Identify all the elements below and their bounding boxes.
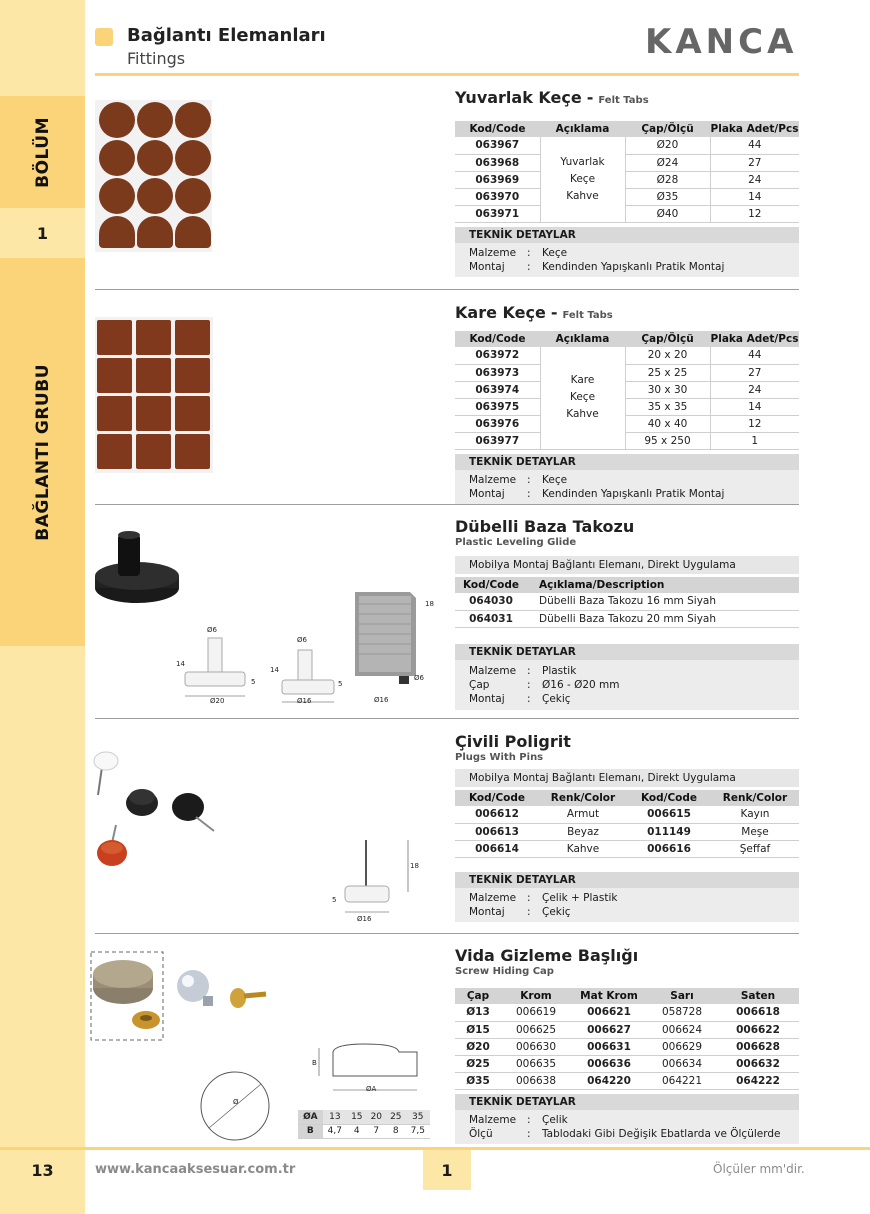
code-cell: 063969 [455,171,540,188]
chapter-number: 1 [441,1160,453,1180]
code-cell: 063968 [455,154,540,171]
tech-value: Çelik + Plastik [542,891,618,904]
code-cell: 006614 [455,840,539,857]
dim-label: 5 [338,680,343,688]
info-line: Mobilya Montaj Bağlantı Elemanı, Direkt Uygulama [455,556,799,574]
diameter-cell: Ø20 [455,1038,501,1055]
dim-label: Ø16 [374,696,389,704]
dim-cell: 15 [347,1110,367,1124]
tech-body [455,660,799,710]
tech-sep: : [527,678,531,691]
tech-key: Ölçü [469,1127,493,1140]
chapter-box [423,1150,471,1190]
desc-line: Kahve [566,408,599,421]
code-cell: 063970 [455,188,540,205]
code-cell: 006625 [501,1021,571,1038]
table-row [455,137,799,154]
table-row [455,171,799,188]
size-cell: Ø24 [625,154,710,171]
color-cell: Kahve [539,840,627,857]
desc-cell: Dübelli Baza Takozu 16 mm Siyah [527,593,799,610]
pcs-cell: 12 [710,205,799,222]
tech-key: Montaj [469,260,505,273]
glide-installed-drawing [350,584,430,704]
tech-key: Montaj [469,692,505,705]
pcs-cell: 14 [710,398,799,415]
table-row [455,1004,799,1021]
round-felt-image [95,100,212,252]
leveling-glide-table [455,577,799,628]
pcs-cell: 24 [710,171,799,188]
code-cell: 064222 [717,1072,799,1089]
table-row [455,1038,799,1055]
desc-line: Kare [570,374,595,387]
desc-line: Kahve [566,189,599,202]
dim-label: Ø16 [297,697,312,705]
size-cell: 40 x 40 [625,415,710,432]
page-title: Bağlantı Elemanları [127,25,326,46]
code-cell: 006638 [501,1072,571,1089]
dim-label: Ø20 [210,697,225,705]
info-line: Mobilya Montaj Bağlantı Elemanı, Direkt Uygulama [455,769,799,787]
group-tab [0,258,85,646]
plugs-pins-title: Çivili Poligrit [455,732,571,751]
size-cell: 20 x 20 [625,347,710,364]
square-felt-subtitle: Felt Tabs [562,310,613,321]
code-cell: 006612 [455,806,539,823]
dim-cell: 35 [406,1110,430,1124]
tech-title: TEKNİK DETAYLAR [455,644,799,660]
dim-label: ØA [366,1085,377,1093]
col-header: Renk/Color [711,790,799,806]
dim-cell: 13 [323,1110,347,1124]
dim-label: Ø6 [207,626,217,634]
dim-label: 18 [425,600,434,608]
tech-value: Çekiç [542,692,571,705]
units-note: Ölçüler mm'dir. [713,1162,805,1176]
col-header: Açıklama/Description [527,577,799,593]
code-cell: 006615 [627,806,711,823]
dim-label: Ø6 [414,674,424,682]
tech-title: TEKNİK DETAYLAR [455,1094,799,1110]
col-header: Krom [501,988,571,1004]
table-row [455,610,799,627]
tech-value: Kendinden Yapışkanlı Pratik Montaj [542,260,725,273]
diameter-cell: Ø35 [455,1072,501,1089]
table-row [455,347,799,364]
section-divider [95,933,799,934]
table-row [455,1072,799,1089]
square-felt-image [95,317,213,473]
col-header: Kod/Code [455,331,540,347]
screw-cap-circle-drawing [195,1066,275,1146]
table-row [455,823,799,840]
code-cell: 006634 [647,1055,717,1072]
section-divider [95,289,799,290]
tech-key: Çap [469,678,490,691]
dim-cell: 20 [367,1110,387,1124]
tech-key: Malzeme [469,891,517,904]
size-cell: Ø28 [625,171,710,188]
code-cell: 006619 [501,1004,571,1021]
description-cell [540,137,625,222]
color-cell: Beyaz [539,823,627,840]
col-header: Renk/Color [539,790,627,806]
tech-value: Kendinden Yapışkanlı Pratik Montaj [542,487,725,500]
table-row [455,381,799,398]
dim-cell: 7 [367,1124,387,1138]
dim-label: 14 [270,666,279,674]
col-header: Çap/Ölçü [625,121,710,137]
leveling-glide-subtitle: Plastic Leveling Glide [455,537,577,548]
diameter-cell: Ø13 [455,1004,501,1021]
page-subtitle: Fittings [127,49,186,68]
group-label: BAĞLANTI GRUBU [32,363,53,541]
col-header: Kod/Code [455,577,527,593]
dim-cell: 25 [386,1110,406,1124]
table-row [455,154,799,171]
code-cell: 063974 [455,381,540,398]
website-link[interactable]: www.kancaaksesuar.com.tr [95,1162,296,1177]
size-cell: Ø40 [625,205,710,222]
plugs-pins-subtitle: Plugs With Pins [455,752,544,763]
table-row [455,840,799,857]
color-cell: Şeffaf [711,840,799,857]
section-divider [95,718,799,719]
code-cell: 006630 [501,1038,571,1055]
code-cell: 006628 [717,1038,799,1055]
tech-sep: : [527,692,531,705]
code-cell: 006624 [647,1021,717,1038]
table-row [455,364,799,381]
square-felt-title-row [455,303,613,322]
page-number: 13 [31,1160,54,1180]
tech-body [455,243,799,277]
brand-logo: KANCA [645,22,798,62]
code-cell: 063975 [455,398,540,415]
screw-cap-dimension-table [298,1110,430,1139]
col-header: Plaka Adet/Pcs [710,123,799,135]
diameter-cell: Ø25 [455,1055,501,1072]
pcs-cell: 24 [710,381,799,398]
dim-cell: 7,5 [406,1124,430,1138]
plugs-pins-table-box [455,769,799,922]
plugs-with-pins-image [90,745,220,875]
tech-key: Malzeme [469,473,517,486]
dim-label: 5 [251,678,256,686]
dim-label: Ø16 [357,915,372,923]
round-felt-table-box [455,121,799,277]
code-cell: 063976 [455,415,540,432]
dim-label: 14 [176,660,185,668]
title-dash: - [586,88,594,107]
dim-cell: 4 [347,1124,367,1138]
color-cell: Armut [539,806,627,823]
leveling-glide-image [92,528,182,608]
size-cell: Ø35 [625,188,710,205]
code-cell: 006629 [647,1038,717,1055]
pcs-cell: 1 [710,432,799,449]
tech-sep: : [527,260,531,273]
dim-cell: 8 [386,1124,406,1138]
col-header: Kod/Code [627,790,711,806]
tech-body [455,1110,799,1144]
size-cell: 25 x 25 [625,364,710,381]
diameter-cell: Ø15 [455,1021,501,1038]
tech-value: Plastik [542,664,577,677]
screw-cap-title: Vida Gizleme Başlığı [455,946,639,965]
table-row [455,398,799,415]
desc-line: Keçe [569,391,596,404]
description-cell [540,347,625,449]
plug-pin-drawing [330,836,420,926]
title-dash: - [550,303,558,322]
tech-sep: : [527,905,531,918]
table-row [455,415,799,432]
pcs-cell: 12 [710,415,799,432]
tech-sep: : [527,891,531,904]
header-divider [95,73,799,76]
col-header: Saten [717,988,799,1004]
leveling-glide-table-box [455,556,799,710]
tech-value: Keçe [542,246,568,259]
color-cell: Kayın [711,806,799,823]
leveling-glide-title: Dübelli Baza Takozu [455,517,635,536]
pcs-cell: 14 [710,188,799,205]
dim-cell: 4,7 [323,1124,347,1138]
code-cell: 006622 [717,1021,799,1038]
tech-key: Montaj [469,905,505,918]
code-cell: 064030 [455,593,527,610]
code-cell: 006631 [571,1038,647,1055]
code-cell: 058728 [647,1004,717,1021]
col-header: Açıklama [540,121,625,137]
section-number: 1 [36,223,49,243]
col-header: Açıklama [540,331,625,347]
plugs-pins-table [455,790,799,858]
table-row [455,1021,799,1038]
table-row [455,188,799,205]
desc-cell: Dübelli Baza Takozu 20 mm Siyah [527,610,799,627]
desc-line: Keçe [569,172,596,185]
header-marker [95,28,113,46]
code-cell: 006636 [571,1055,647,1072]
size-cell: 35 x 35 [625,398,710,415]
square-felt-table [455,331,799,450]
tech-sep: : [527,487,531,500]
tech-sep: : [527,473,531,486]
code-cell: 063972 [455,347,540,364]
tech-value: Çekiç [542,905,571,918]
tech-title: TEKNİK DETAYLAR [455,227,799,243]
screw-cap-image [88,950,278,1045]
tech-key: Montaj [469,487,505,500]
tech-value: Ø16 - Ø20 mm [542,678,620,691]
dim-label: 5 [332,896,337,904]
code-cell: 063967 [455,137,540,154]
table-row [455,205,799,222]
table-row [455,806,799,823]
tech-body [455,888,799,922]
section-number-box [0,213,85,253]
pcs-cell: 27 [710,154,799,171]
dim-label: Ø [233,1098,239,1106]
screw-cap-subtitle: Screw Hiding Cap [455,966,554,977]
color-cell: Meşe [711,823,799,840]
tech-title: TEKNİK DETAYLAR [455,454,799,470]
tech-value: Çelik [542,1113,568,1126]
code-cell: 064220 [571,1072,647,1089]
code-cell: 006627 [571,1021,647,1038]
pcs-cell: 44 [710,137,799,154]
tech-value: Keçe [542,473,568,486]
col-header: Sarı [647,988,717,1004]
round-felt-subtitle: Felt Tabs [598,95,649,106]
tech-key: Malzeme [469,1113,517,1126]
round-felt-title-row [455,88,649,107]
size-cell: 30 x 30 [625,381,710,398]
col-header: Çap [455,988,501,1004]
table-row [455,1055,799,1072]
col-header: Çap/Ölçü [625,331,710,347]
tech-sep: : [527,246,531,259]
tech-sep: : [527,1113,531,1126]
code-cell: 006616 [627,840,711,857]
section-tab [0,96,85,208]
code-cell: 011149 [627,823,711,840]
table-row [455,593,799,610]
section-label: BÖLÜM [32,116,53,188]
pcs-cell: 27 [710,364,799,381]
code-cell: 063971 [455,205,540,222]
dim-cell: B [298,1124,323,1138]
dim-label: 18 [410,862,419,870]
size-cell: Ø20 [625,137,710,154]
code-cell: 006635 [501,1055,571,1072]
code-cell: 006613 [455,823,539,840]
table-row [455,432,799,449]
size-cell: 95 x 250 [625,432,710,449]
col-header: Mat Krom [571,988,647,1004]
round-felt-title: Yuvarlak Keçe [455,88,582,107]
code-cell: 063973 [455,364,540,381]
col-header: Kod/Code [455,121,540,137]
section-divider [95,504,799,505]
dim-cell: ØA [298,1110,323,1124]
col-header: Kod/Code [455,790,539,806]
code-cell: 006618 [717,1004,799,1021]
round-felt-table [455,121,799,223]
dim-label: Ø6 [297,636,307,644]
code-cell: 063977 [455,432,540,449]
tech-sep: : [527,1127,531,1140]
tech-sep: : [527,664,531,677]
square-felt-title: Kare Keçe [455,303,546,322]
dim-label: B [312,1059,317,1067]
pcs-cell: 44 [710,347,799,364]
code-cell: 064221 [647,1072,717,1089]
tech-key: Malzeme [469,664,517,677]
tech-title: TEKNİK DETAYLAR [455,872,799,888]
desc-line: Yuvarlak [560,155,605,168]
screw-cap-table [455,988,799,1090]
page-number-box [0,1150,85,1190]
code-cell: 064031 [455,610,527,627]
square-felt-table-box [455,331,799,504]
code-cell: 006621 [571,1004,647,1021]
code-cell: 006632 [717,1055,799,1072]
tech-value: Tablodaki Gibi Değişik Ebatlarda ve Ölçülerde [542,1127,781,1140]
tech-key: Malzeme [469,246,517,259]
screw-cap-table-box [455,988,799,1144]
col-header: Plaka Adet/Pcs [710,333,799,345]
tech-body [455,470,799,504]
